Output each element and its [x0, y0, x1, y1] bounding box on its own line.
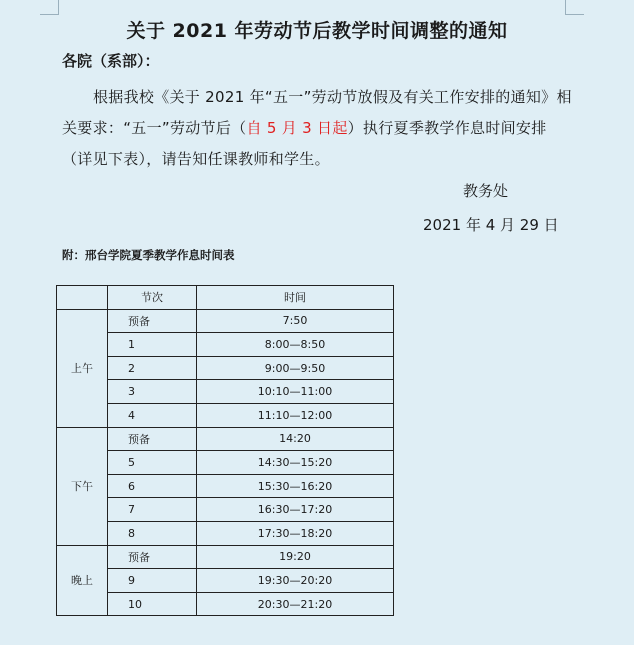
time-cell: 20:30—21:20 [197, 592, 394, 616]
body-text-part-1: 根据我校《关于 2021 年“五一”劳动节放假及有关工作安排的通知》相关要求：“五一”劳动节后（ [62, 88, 572, 137]
slot-cell: 2 [108, 356, 197, 380]
table-row [57, 592, 394, 616]
time-cell: 16:30—17:20 [197, 498, 394, 522]
notice-body [62, 82, 577, 175]
attachment-title: 附：邢台学院夏季教学作息时间表 [62, 248, 235, 262]
time-cell: 9:00—9:50 [197, 356, 394, 380]
table-row [57, 545, 394, 569]
slot-cell: 7 [108, 498, 197, 522]
time-cell: 19:20 [197, 545, 394, 569]
schedule-table [56, 285, 394, 616]
table-row [57, 333, 394, 357]
table-header-row [57, 286, 394, 310]
slot-cell: 5 [108, 451, 197, 475]
slot-cell: 预备 [108, 309, 197, 333]
slot-cell: 预备 [108, 545, 197, 569]
crop-mark-top-right [565, 0, 584, 15]
time-cell: 10:10—11:00 [197, 380, 394, 404]
slot-cell: 10 [108, 592, 197, 616]
time-cell: 14:20 [197, 427, 394, 451]
time-cell: 7:50 [197, 309, 394, 333]
header-cell-period [57, 286, 108, 310]
table-row [57, 474, 394, 498]
slot-cell: 8 [108, 521, 197, 545]
addressee: 各院（系部）： [62, 52, 160, 70]
table-row [57, 309, 394, 333]
table-row [57, 521, 394, 545]
header-cell-slot: 节次 [108, 286, 197, 310]
slot-cell: 预备 [108, 427, 197, 451]
time-cell: 14:30—15:20 [197, 451, 394, 475]
slot-cell: 6 [108, 474, 197, 498]
period-cell: 上午 [57, 309, 108, 427]
table-row [57, 451, 394, 475]
notice-title: 关于 2021 年劳动节后教学时间调整的通知 [126, 20, 508, 42]
body-text-part-2: ）执行夏季教学作息时间安排（详见下表），请告知任课教师和学生。 [62, 119, 547, 168]
time-cell: 19:30—20:20 [197, 569, 394, 593]
period-cell: 下午 [57, 427, 108, 545]
signature-office: 教务处 [463, 182, 509, 200]
slot-cell: 9 [108, 569, 197, 593]
slot-cell: 3 [108, 380, 197, 404]
time-cell: 15:30—16:20 [197, 474, 394, 498]
table-row [57, 498, 394, 522]
schedule-table-body [57, 309, 394, 616]
time-cell: 8:00—8:50 [197, 333, 394, 357]
table-row [57, 403, 394, 427]
table-row [57, 356, 394, 380]
table-row [57, 569, 394, 593]
period-cell: 晚上 [57, 545, 108, 616]
table-row [57, 427, 394, 451]
slot-cell: 1 [108, 333, 197, 357]
body-highlight-date: 自 5 月 3 日起 [246, 119, 348, 137]
slot-cell: 4 [108, 403, 197, 427]
crop-mark-top-left [40, 0, 59, 15]
signature-date: 2021 年 4 月 29 日 [423, 216, 559, 234]
time-cell: 11:10—12:00 [197, 403, 394, 427]
table-row [57, 380, 394, 404]
time-cell: 17:30—18:20 [197, 521, 394, 545]
header-cell-time: 时间 [197, 286, 394, 310]
